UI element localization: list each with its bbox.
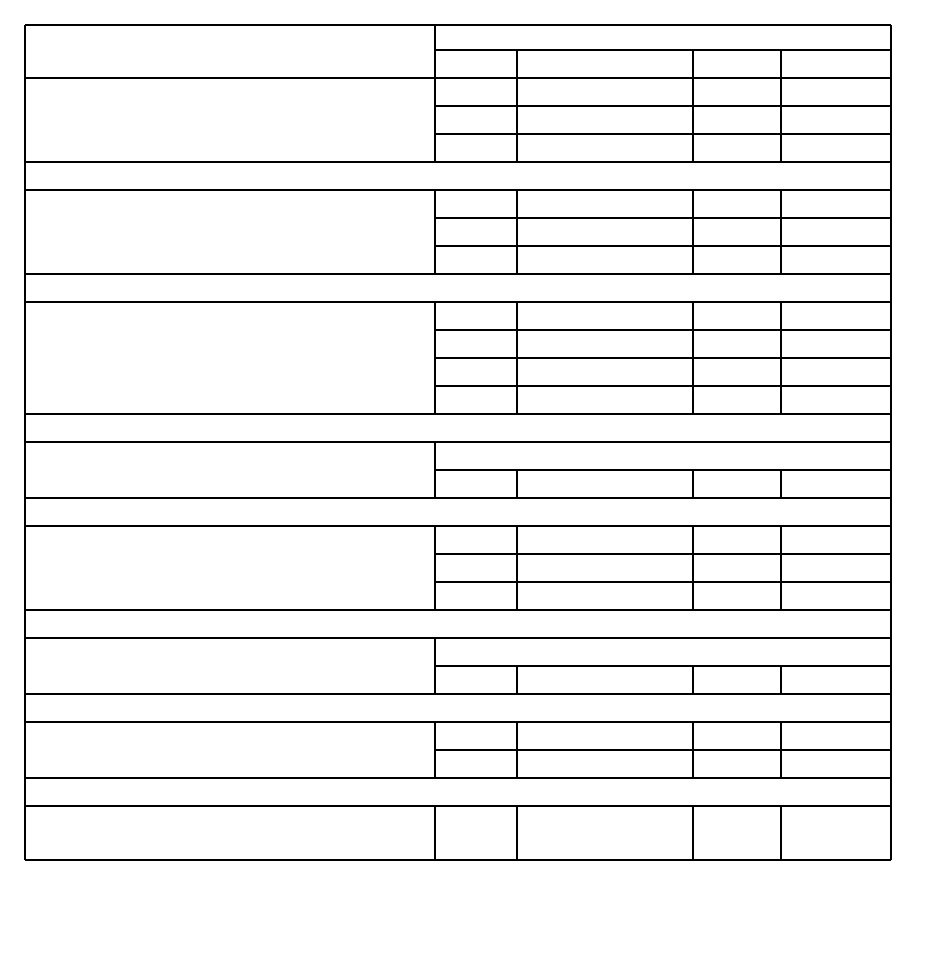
result-cell — [693, 750, 781, 778]
result-cell — [517, 134, 693, 162]
result-cell — [693, 386, 781, 414]
result-cell — [693, 666, 781, 694]
sql-statement-line — [25, 190, 435, 218]
result-cell — [517, 750, 693, 778]
result-cell — [693, 78, 781, 106]
sql-statement-line — [25, 442, 435, 470]
block-bottom-border — [25, 609, 891, 611]
result-header — [435, 25, 891, 51]
result-cell — [517, 722, 693, 750]
result-cell — [781, 582, 891, 610]
block-bottom-border — [25, 693, 891, 695]
sql-statement-line — [25, 302, 435, 330]
result-cell — [435, 190, 517, 218]
sql-statement-line — [25, 330, 435, 358]
statement-result-divider — [434, 806, 436, 860]
result-cell — [781, 218, 891, 246]
sql-statement-line — [25, 722, 435, 750]
result-cell — [435, 750, 517, 778]
result-cell — [693, 330, 781, 358]
sql-statement-line — [25, 834, 435, 862]
result-cell — [517, 554, 693, 582]
result-cell — [517, 190, 693, 218]
result-cell — [781, 526, 891, 554]
block-bottom-border — [25, 497, 891, 499]
result-cell — [693, 470, 781, 498]
sql-statement-line — [25, 526, 435, 554]
table-right-border — [890, 25, 892, 860]
statement-header — [25, 25, 435, 51]
result-cell — [435, 330, 517, 358]
result-cell — [781, 190, 891, 218]
result-cell — [781, 106, 891, 134]
result-cell — [435, 722, 517, 750]
result-cell — [435, 470, 517, 498]
table-top-border — [25, 24, 891, 26]
statement-result-divider — [434, 190, 436, 274]
column-header — [781, 50, 891, 78]
sql-statement-line — [25, 106, 435, 134]
result-cell — [435, 134, 517, 162]
result-cell — [781, 134, 891, 162]
result-cell — [517, 666, 693, 694]
sql-statement-line — [25, 218, 435, 246]
result-cell — [435, 806, 517, 860]
block-bottom-border — [25, 161, 891, 163]
column-header — [517, 50, 693, 78]
result-cell — [693, 722, 781, 750]
result-cell — [781, 246, 891, 274]
result-cell — [781, 470, 891, 498]
sql-statement-line — [25, 806, 435, 834]
result-cell — [435, 78, 517, 106]
statement-result-divider — [434, 302, 436, 414]
block-bottom-border — [25, 273, 891, 275]
statement-result-divider — [434, 722, 436, 778]
result-cell — [517, 526, 693, 554]
result-cell — [517, 302, 693, 330]
column-divider — [692, 50, 694, 78]
result-cell — [517, 806, 693, 860]
result-cell — [435, 582, 517, 610]
column-header — [693, 50, 781, 78]
result-cell — [517, 386, 693, 414]
block-bottom-border — [25, 859, 891, 861]
result-cell — [435, 666, 517, 694]
result-cell — [435, 302, 517, 330]
result-cell — [781, 554, 891, 582]
result-cell — [693, 526, 781, 554]
result-cell — [435, 554, 517, 582]
column-divider — [516, 50, 518, 78]
result-cell — [435, 386, 517, 414]
statement-result-divider — [434, 526, 436, 610]
result-cell — [781, 330, 891, 358]
result-cell — [781, 358, 891, 386]
result-cell — [693, 302, 781, 330]
result-cell — [781, 806, 891, 860]
table-left-border — [24, 25, 26, 860]
sql-statement-line — [25, 554, 435, 582]
result-cell — [693, 134, 781, 162]
result-cell — [693, 218, 781, 246]
result-cell — [435, 526, 517, 554]
column-divider — [780, 50, 782, 78]
statement-result-divider — [434, 78, 436, 162]
statement-result-divider — [434, 638, 436, 694]
result-cell — [517, 78, 693, 106]
statement-result-divider — [434, 25, 436, 78]
column-header — [435, 50, 517, 78]
result-cell — [435, 358, 517, 386]
result-cell — [781, 750, 891, 778]
sql-statement-line — [25, 638, 435, 666]
result-cell — [781, 666, 891, 694]
result-cell — [517, 106, 693, 134]
result-cell — [781, 722, 891, 750]
result-cell — [781, 386, 891, 414]
result-cell — [517, 470, 693, 498]
result-cell — [435, 246, 517, 274]
result-cell — [693, 582, 781, 610]
block-bottom-border — [25, 413, 891, 415]
result-cell — [693, 246, 781, 274]
result-cell — [693, 806, 781, 860]
result-cell — [781, 302, 891, 330]
sql-statement-line — [25, 78, 435, 106]
result-cell — [435, 106, 517, 134]
result-cell — [517, 246, 693, 274]
result-cell — [693, 554, 781, 582]
result-cell — [517, 218, 693, 246]
block-bottom-border — [25, 777, 891, 779]
result-cell — [693, 358, 781, 386]
result-cell — [517, 330, 693, 358]
result-cell — [781, 78, 891, 106]
statement-result-divider — [434, 442, 436, 498]
result-cell — [693, 106, 781, 134]
result-cell — [435, 218, 517, 246]
result-cell — [517, 582, 693, 610]
result-cell — [517, 358, 693, 386]
result-cell — [693, 190, 781, 218]
